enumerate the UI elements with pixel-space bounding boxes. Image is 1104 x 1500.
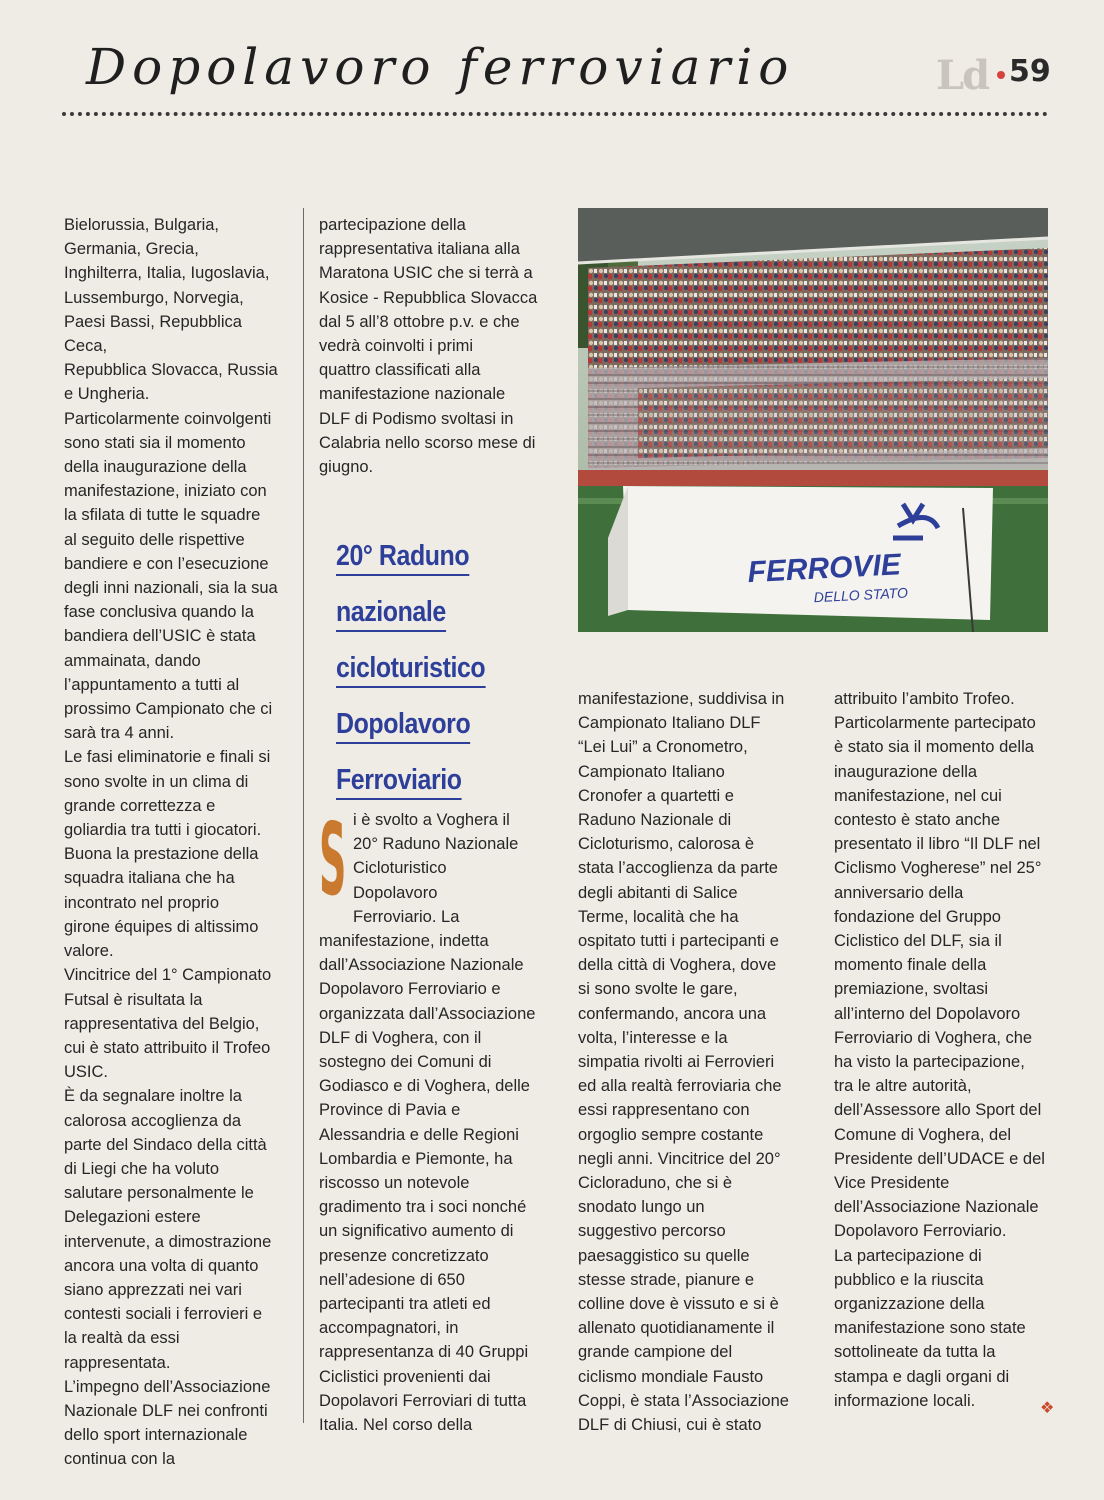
text-line: È da segnalare inoltre la [64, 1087, 242, 1106]
text-line: Futsal è risultata la [64, 990, 203, 1009]
text-line: Cicloturismo, calorosa è [578, 835, 755, 854]
text-line: Dopolavoro Ferroviario e [319, 980, 501, 999]
text-line: La partecipazione di [834, 1246, 982, 1265]
text-line: degli abitanti di Salice [578, 883, 738, 902]
text-line: Lombardia e Piemonte, ha [319, 1149, 513, 1168]
text-line: allenato quotidianamente il [578, 1319, 775, 1338]
article-column-1-body [319, 929, 564, 1437]
text-line: di Liegi che ha voluto [64, 1159, 220, 1178]
text-line: accompagnatori, in [319, 1319, 459, 1338]
text-line: gradimento tra i soci nonché [319, 1198, 527, 1217]
text-line: volta, l’interesse e la [578, 1028, 728, 1047]
lead-text-line: Ferroviario. La [353, 907, 460, 926]
page-number: 59 [1009, 54, 1051, 89]
heading-line: nazionale [336, 594, 446, 632]
column-divider [303, 208, 304, 1423]
text-line: sostegno dei Comuni di [319, 1053, 492, 1072]
text-line: informazione locali. [834, 1391, 976, 1410]
text-line: Calabria nello scorso mese di [319, 433, 536, 452]
text-line: ha visto la partecipazione, [834, 1053, 1025, 1072]
text-line: presentato il libro “Il DLF nel [834, 835, 1041, 854]
text-line: ed alla realtà ferroviaria che [578, 1077, 782, 1096]
text-line: contesti sociali i ferrovieri e [64, 1305, 263, 1324]
text-line: dell’Assessore allo Sport del [834, 1101, 1042, 1120]
text-line: dal 5 all’8 ottobre p.v. e che [319, 312, 520, 331]
text-line: Le fasi eliminatorie e finali si [64, 748, 271, 767]
text-line: simpatia rivolti ai Ferrovieri [578, 1053, 775, 1072]
text-line: Cronofer a quartetti e [578, 786, 734, 805]
text-line: rappresentanza di 40 Gruppi [319, 1343, 529, 1362]
text-line: paesaggistico su quelle [578, 1246, 750, 1265]
text-line: sono svolte in un clima di [64, 772, 249, 791]
text-line: organizzazione della [834, 1295, 985, 1314]
text-line: rappresentativa del Belgio, [64, 1014, 260, 1033]
lead-text-line: 20° Raduno Nazionale [353, 835, 519, 854]
text-line: grande campione del [578, 1343, 733, 1362]
text-line: premiazione, svoltasi [834, 980, 989, 999]
text-line: Maratona USIC che si terrà a [319, 264, 533, 283]
drop-cap [319, 801, 347, 918]
text-line: squadra italiana che ha [64, 869, 235, 888]
magazine-logo [936, 52, 988, 99]
text-line: colline dove è vissuto e si è [578, 1295, 779, 1314]
text-line: momento finale della [834, 956, 987, 975]
text-line: attribuito l’ambito Trofeo. [834, 690, 1015, 708]
text-line: snodato lungo un [578, 1198, 705, 1217]
text-line: Raduno Nazionale di [578, 811, 732, 830]
header-dotted-rule [62, 112, 1048, 116]
text-line: l’appuntamento a tutti al [64, 675, 240, 694]
text-line: Bielorussia, Bulgaria, [64, 216, 219, 234]
text-line: Paesi Bassi, Repubblica Ceca, [64, 312, 242, 356]
text-line: è stato sia il momento della [834, 738, 1034, 757]
text-line: calorosa accoglienza da [64, 1111, 242, 1130]
text-line: Comune di Voghera, del [834, 1125, 1012, 1144]
text-line: la realtà da essi [64, 1329, 180, 1348]
text-line: Alessandria e delle Regioni [319, 1125, 519, 1144]
text-line: ospitato tutti i partecipanti e [578, 932, 779, 951]
text-line: ciclismo mondiale Fausto [578, 1367, 764, 1386]
column-2 [319, 213, 564, 479]
end-of-article-mark: ❖ [1040, 1400, 1055, 1417]
text-line: Nazionale DLF nei confronti [64, 1401, 268, 1420]
text-line: ancora una volta di quanto [64, 1256, 259, 1275]
text-line: Particolarmente partecipato [834, 714, 1036, 733]
text-line: valore. [64, 942, 114, 961]
lead-text-line: Dopolavoro [353, 883, 438, 902]
text-line: DLF di Chiusi, cui è stato [578, 1416, 762, 1435]
text-line: “Lei Lui” a Cronometro, [578, 738, 748, 757]
text-line: all’interno del Dopolavoro [834, 1004, 1021, 1023]
text-line: presenze concretizzato [319, 1246, 489, 1265]
text-line: manifestazione, nel cui [834, 786, 1002, 805]
text-line: girone équipes di altissimo [64, 917, 259, 936]
text-line: Delegazioni estere [64, 1208, 201, 1227]
heading-line: Ferroviario [336, 762, 462, 800]
text-line: goliardia tra tutti i giocatori. [64, 821, 262, 840]
text-line: incontrato nel proprio [64, 893, 220, 912]
text-line: Italia. Nel corso della [319, 1416, 473, 1435]
lead-text-line: i è svolto a Voghera il [353, 811, 510, 829]
text-line: nell’adesione di 650 [319, 1270, 465, 1289]
text-line: Presidente dell’UDACE e del [834, 1149, 1045, 1168]
text-line: manifestazione, iniziato con [64, 482, 267, 501]
text-line: Ciclismo Vogherese” nel 25° [834, 859, 1042, 878]
text-line: rappresentativa italiana alla [319, 240, 520, 259]
text-line: Lussemburgo, Norvegia, [64, 288, 244, 307]
text-line: suggestivo percorso [578, 1222, 726, 1241]
text-line: vedrà coinvolti i primi [319, 337, 474, 356]
banner-text-dello-stato: DELLO STATO [813, 584, 909, 606]
text-line: Ferroviario di Voghera, che [834, 1028, 1033, 1047]
text-line: intervenute, a dimostrazione [64, 1232, 272, 1251]
text-line: fase conclusiva quando la [64, 603, 254, 622]
text-line: prossimo Campionato che ci [64, 700, 273, 719]
text-line: Dopolavoro Ferroviario. [834, 1222, 1007, 1241]
text-line: siano apprezzati nei vari [64, 1280, 242, 1299]
text-line: manifestazione, indetta [319, 932, 489, 951]
text-line: tra le altre autorità, [834, 1077, 972, 1096]
heading-line: Dopolavoro [336, 706, 470, 744]
text-line: parte del Sindaco della città [64, 1135, 267, 1154]
text-line: stesse strade, pianure e [578, 1270, 755, 1289]
lead-text-line: Cicloturistico [353, 859, 447, 878]
text-line: DLF di Podismo svoltasi in [319, 409, 514, 428]
text-line: continua con la [64, 1450, 175, 1469]
text-line: grande correttezza e [64, 796, 216, 815]
text-line: inaugurazione della [834, 762, 978, 781]
text-line: manifestazione sono state [834, 1319, 1026, 1338]
text-line: Cicloraduno, che si è [578, 1174, 733, 1193]
text-line: Vice Presidente [834, 1174, 950, 1193]
text-line: orgoglio sempre costante [578, 1125, 764, 1144]
text-line: Dopolavori Ferroviari di tutta [319, 1391, 527, 1410]
article-column-1 [319, 801, 564, 1437]
text-line: sarà tra 4 anni. [64, 724, 175, 743]
stadium-photo-illustration [578, 208, 1048, 632]
text-line: la sfilata di tutte le squadre [64, 506, 261, 525]
text-line: pubblico e la riuscita [834, 1270, 984, 1289]
text-line: DLF di Voghera, con il [319, 1028, 482, 1047]
text-line: un significativo aumento di [319, 1222, 514, 1241]
text-line: della inaugurazione della [64, 458, 247, 477]
text-line: salutare personalmente le [64, 1184, 254, 1203]
text-line: e Ungheria. [64, 385, 150, 404]
heading-line: cicloturistico [336, 650, 485, 688]
text-line: anniversario della [834, 883, 964, 902]
text-line: bandiere e con l’esecuzione [64, 554, 269, 573]
text-line: cui è stato attribuito il Trofeo [64, 1038, 271, 1057]
text-line: Coppi, è stata l’Associazione [578, 1391, 789, 1410]
logo-text: Ld [936, 52, 989, 99]
text-line: organizzata dall’Associazione [319, 1004, 536, 1023]
text-line: essi rappresentano con [578, 1101, 750, 1120]
text-line: Ciclistico del DLF, sia il [834, 932, 1002, 951]
text-line: sottolineate da tutta la [834, 1343, 996, 1362]
text-line: Province di Pavia e [319, 1101, 461, 1120]
text-line: Buona la prestazione della [64, 845, 259, 864]
text-line: stata l’accoglienza da parte [578, 859, 778, 878]
heading-line: 20° Raduno [336, 538, 469, 576]
text-line: contesto è stato anche [834, 811, 1001, 830]
text-line: ammainata, dando [64, 651, 201, 670]
page-title: Dopolavoro ferroviario [86, 38, 795, 96]
text-line: dall’Associazione Nazionale [319, 956, 524, 975]
article-column-2 [578, 687, 808, 1437]
article-lead [319, 801, 564, 929]
text-line: degli inni nazionali, sia la sua [64, 579, 278, 598]
text-line: quattro classificati alla [319, 361, 481, 380]
text-line: dello sport internazionale [64, 1426, 248, 1445]
text-line: manifestazione, suddivisa in [578, 690, 785, 708]
text-line: Ciclistici provenienti dai [319, 1367, 491, 1386]
text-line: Kosice - Repubblica Slovacca [319, 288, 538, 307]
article-heading [336, 532, 511, 812]
text-line: dell’Associazione Nazionale [834, 1198, 1039, 1217]
text-line: confermando, ancora una [578, 1004, 767, 1023]
banner-text-ferrovie: FERROVIE [746, 548, 902, 590]
text-line: riscosso un notevole [319, 1174, 470, 1193]
text-line: Godiasco e di Voghera, delle [319, 1077, 530, 1096]
text-line: Campionato Italiano [578, 762, 725, 781]
text-line: bandiera dell’USIC è stata [64, 627, 256, 646]
text-line: rappresentata. [64, 1353, 171, 1372]
text-line: partecipanti tra atleti ed [319, 1295, 491, 1314]
text-line: sono stati sia il momento [64, 433, 246, 452]
text-line: Inghilterra, Italia, Iugoslavia, [64, 264, 270, 283]
text-line: fondazione del Gruppo [834, 907, 1001, 926]
text-line: stampa e dagli organi di [834, 1367, 1010, 1386]
text-line: Terme, località che ha [578, 907, 739, 926]
column-1 [64, 213, 286, 1472]
text-line: Repubblica Slovacca, Russia [64, 361, 278, 380]
text-line: Particolarmente coinvolgenti [64, 409, 272, 428]
text-line: della città di Voghera, dove [578, 956, 777, 975]
text-line: si sono svolte le gare, [578, 980, 738, 999]
text-line: Campionato Italiano DLF [578, 714, 761, 733]
text-line: USIC. [64, 1063, 109, 1082]
text-line: negli anni. Vincitrice del 20° [578, 1149, 781, 1168]
text-line: al seguito delle rispettive [64, 530, 245, 549]
drop-cap-letter: S [319, 801, 347, 918]
text-line: giugno. [319, 458, 374, 477]
text-line: Vincitrice del 1° Campionato [64, 966, 272, 985]
text-line: manifestazione nazionale [319, 385, 506, 404]
stadium-photo [578, 208, 1048, 632]
text-line: L’impegno dell’Associazione [64, 1377, 271, 1396]
article-column-3 [834, 687, 1049, 1413]
text-line: partecipazione della [319, 216, 466, 234]
text-line: Germania, Grecia, [64, 240, 199, 259]
page-number-bullet [997, 71, 1005, 79]
